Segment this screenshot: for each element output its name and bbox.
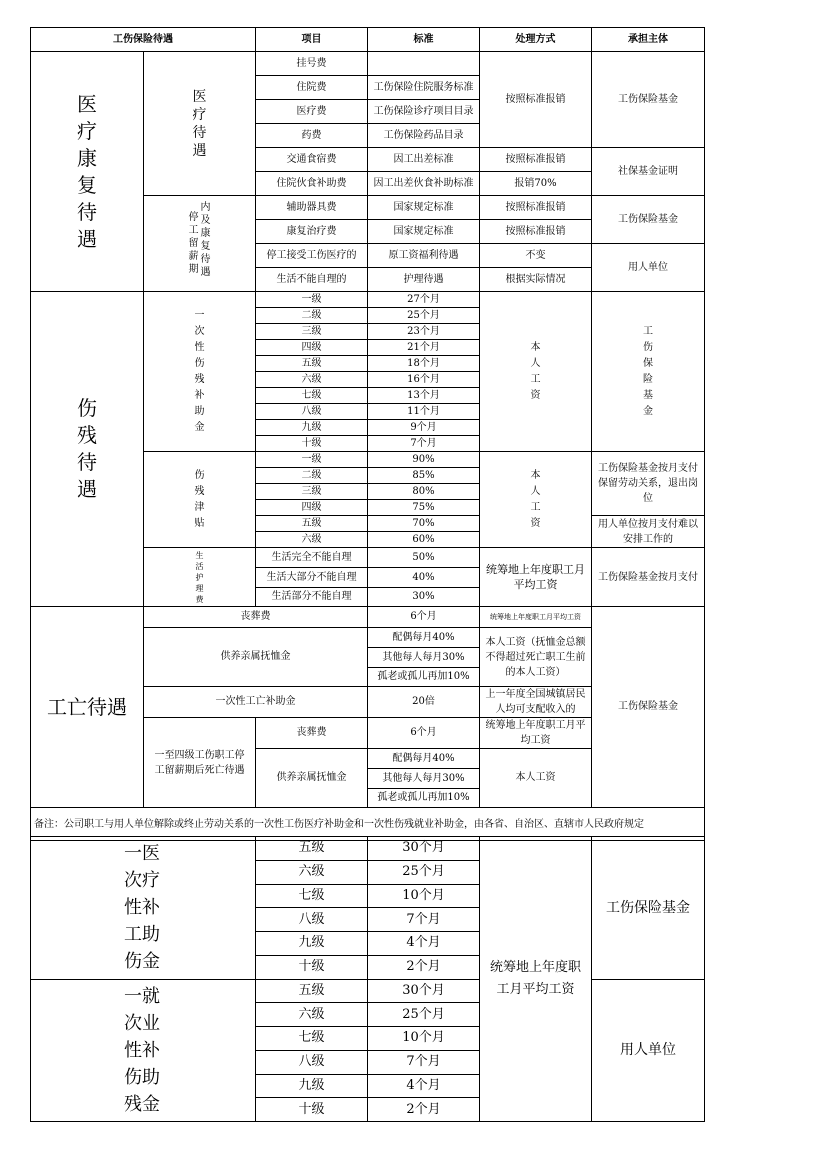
medical-std — [368, 52, 480, 76]
medical-handle: 按照标准报销 — [480, 148, 592, 172]
med-subsidy-bearer: 工伤保险基金 — [592, 837, 705, 980]
vertical-char: 基 — [643, 389, 653, 401]
header-bearer: 承担主体 — [592, 28, 705, 52]
lump-std: 18个月 — [368, 356, 480, 372]
vertical-char: 一 — [124, 843, 142, 865]
lump-handle — [480, 292, 592, 452]
vertical-char: 遇 — [200, 266, 211, 278]
vertical-char: 本 — [530, 469, 541, 481]
vertical-char: 费 — [195, 594, 204, 604]
lump-std: 21个月 — [368, 340, 480, 356]
medical-title — [31, 52, 144, 292]
medical-std: 护理待遇 — [368, 268, 480, 292]
death-bearer: 工伤保险基金 — [592, 607, 705, 808]
care-std: 40% — [368, 568, 480, 588]
lump-std: 13个月 — [368, 388, 480, 404]
vertical-char: 性 — [194, 341, 205, 353]
dependents-label: 供养亲属抚恤金 — [144, 628, 368, 687]
vertical-char: 待 — [192, 124, 207, 141]
lump-bearer — [592, 292, 705, 452]
dependents-item: 配偶每月40% — [368, 628, 480, 648]
job-subsidy-std: 4个月 — [368, 1074, 480, 1098]
job-subsidy-std: 10个月 — [368, 1027, 480, 1051]
header-handling: 处理方式 — [480, 28, 592, 52]
vertical-char: 停 — [188, 212, 199, 223]
vertical-char: 生 — [195, 550, 204, 560]
lump-level: 六级 — [256, 372, 368, 388]
allow-level: 五级 — [256, 516, 368, 532]
medical-std: 工伤保险药品目录 — [368, 124, 480, 148]
supplement-table — [30, 836, 705, 1122]
lump-std: 11个月 — [368, 404, 480, 420]
allow-level: 一级 — [256, 452, 368, 468]
vertical-char: 医 — [77, 91, 97, 116]
lump-level: 一级 — [256, 292, 368, 308]
med-subsidy-level: 十级 — [256, 955, 368, 979]
med-subsidy-std: 25个月 — [368, 860, 480, 884]
dependents-handle: 本人工资（抚恤金总额不得超过死亡职工生前的本人工资） — [480, 628, 592, 687]
lump-death-std: 20倍 — [368, 687, 480, 718]
vertical-char: 业 — [142, 1012, 160, 1034]
vertical-char: 险 — [643, 373, 653, 385]
vertical-char: 一 — [194, 309, 205, 321]
allow-level: 三级 — [256, 484, 368, 500]
extra-handle: 统筹地上年度职工月平均工资 — [480, 837, 592, 1122]
med-subsidy-level: 五级 — [256, 837, 368, 861]
medical-item: 辅助器具费 — [256, 196, 368, 220]
vertical-char: 金 — [643, 405, 653, 417]
job-subsidy-level: 十级 — [256, 1098, 368, 1122]
vertical-char: 贴 — [194, 517, 205, 529]
allow-bearer-employer: 用人单位按月支付难以安排工作的 — [592, 516, 705, 548]
vertical-char: 残 — [124, 1093, 142, 1115]
suspend-dependents-item: 配偶每月40% — [368, 749, 480, 769]
vertical-char: 内 — [200, 201, 211, 213]
lump-std: 16个月 — [368, 372, 480, 388]
vertical-char: 残 — [77, 423, 97, 447]
care-std: 50% — [368, 548, 480, 568]
vertical-char: 疗 — [192, 106, 207, 123]
care-bearer: 工伤保险基金按月支付 — [592, 548, 705, 607]
vertical-char: 工 — [188, 225, 199, 236]
funeral-std: 6个月 — [368, 607, 480, 628]
vertical-char: 残 — [194, 373, 205, 385]
vertical-char: 医 — [192, 88, 207, 105]
medical-std: 因工出差标准 — [368, 148, 480, 172]
vertical-char: 待 — [77, 199, 97, 224]
allow-level: 二级 — [256, 468, 368, 484]
vertical-char: 薪 — [188, 251, 199, 262]
care-label — [144, 548, 256, 607]
job-subsidy-std: 2个月 — [368, 1098, 480, 1122]
vertical-char: 残 — [194, 485, 205, 497]
vertical-char: 及 — [200, 214, 211, 226]
vertical-char: 伤 — [194, 357, 205, 369]
care-item: 生活大部分不能自理 — [256, 568, 368, 588]
vertical-char: 助 — [142, 1066, 160, 1088]
job-subsidy-std: 25个月 — [368, 1003, 480, 1027]
medical-std: 因工出差伙食补助标准 — [368, 172, 480, 196]
vertical-char: 康 — [77, 145, 97, 170]
medical-handle: 报销70% — [480, 172, 592, 196]
vertical-char: 遇 — [192, 142, 207, 159]
lump-level: 五级 — [256, 356, 368, 372]
vertical-char: 补 — [142, 1039, 160, 1061]
vertical-char: 工 — [530, 373, 541, 385]
disability-title — [31, 292, 144, 607]
lump-std: 23个月 — [368, 324, 480, 340]
vertical-char: 疗 — [77, 118, 97, 143]
vertical-char: 遇 — [77, 226, 97, 251]
vertical-char: 助 — [142, 924, 160, 946]
vertical-char: 工 — [124, 924, 142, 946]
medical-bearer: 工伤保险基金 — [592, 52, 705, 148]
med-subsidy-level: 六级 — [256, 860, 368, 884]
lump-level: 十级 — [256, 436, 368, 452]
med-subsidy-std: 30个月 — [368, 837, 480, 861]
header-standard: 标准 — [368, 28, 480, 52]
suspend-funeral-label: 丧葬费 — [256, 718, 368, 749]
med-subsidy-std: 2个月 — [368, 955, 480, 979]
vertical-char: 金 — [194, 421, 205, 433]
job-subsidy-std: 30个月 — [368, 979, 480, 1003]
vertical-char: 遇 — [77, 477, 97, 501]
allow-std: 90% — [368, 452, 480, 468]
vertical-char: 本 — [530, 341, 541, 353]
medical-std: 工伤保险住院服务标准 — [368, 76, 480, 100]
vertical-char: 工 — [530, 501, 541, 513]
allow-std: 70% — [368, 516, 480, 532]
med-subsidy-level: 九级 — [256, 932, 368, 956]
vertical-char: 金 — [142, 951, 160, 973]
header-item: 项目 — [256, 28, 368, 52]
medical-sub-label — [144, 52, 256, 196]
med-subsidy-level: 七级 — [256, 884, 368, 908]
suspend-dependents-handle: 本人工资 — [480, 749, 592, 808]
vertical-char: 活 — [195, 561, 204, 571]
lump-level: 九级 — [256, 420, 368, 436]
job-subsidy-std: 7个月 — [368, 1050, 480, 1074]
vertical-char: 保 — [643, 357, 653, 369]
medical-handle: 不变 — [480, 244, 592, 268]
vertical-char: 次 — [124, 1012, 142, 1034]
medical-handle: 按照标准报销 — [480, 196, 592, 220]
lump-death-label: 一次性工亡补助金 — [144, 687, 368, 718]
care-item: 生活完全不能自理 — [256, 548, 368, 568]
vertical-char: 补 — [194, 389, 205, 401]
vertical-char: 复 — [200, 240, 211, 252]
lump-death-handle: 上一年度全国城镇居民人均可支配收入的 — [480, 687, 592, 718]
job-subsidy-level: 八级 — [256, 1050, 368, 1074]
lump-std: 9个月 — [368, 420, 480, 436]
lump-level: 三级 — [256, 324, 368, 340]
medical-bearer: 工伤保险基金 — [592, 196, 705, 244]
medical-std: 原工资福利待遇 — [368, 244, 480, 268]
medical-item: 交通食宿费 — [256, 148, 368, 172]
medical-std: 工伤保险诊疗项目目录 — [368, 100, 480, 124]
header-category: 工伤保险待遇 — [31, 28, 256, 52]
allow-std: 75% — [368, 500, 480, 516]
medical-item: 药费 — [256, 124, 368, 148]
death-title: 工亡待遇 — [31, 607, 144, 808]
vertical-char: 性 — [124, 1039, 142, 1061]
medical-item: 生活不能自理的 — [256, 268, 368, 292]
vertical-char: 津 — [194, 501, 205, 513]
suspension-label — [144, 196, 256, 292]
vertical-char: 护 — [195, 572, 204, 582]
vertical-char: 伤 — [124, 951, 142, 973]
allow-std: 60% — [368, 532, 480, 548]
vertical-char: 伤 — [77, 396, 97, 420]
vertical-char: 资 — [530, 389, 541, 401]
lump-sum-label — [144, 292, 256, 452]
suspend-dependents-item: 孤老或孤儿再加10% — [368, 789, 480, 808]
vertical-char: 一 — [124, 985, 142, 1007]
allow-std: 80% — [368, 484, 480, 500]
medical-handle: 按照标准报销 — [480, 220, 592, 244]
vertical-char: 伤 — [124, 1066, 142, 1088]
vertical-char: 疗 — [142, 870, 160, 892]
suspend-death-label: 一至四级工伤职工停工留薪期后死亡待遇 — [144, 718, 256, 808]
med-subsidy-std: 7个月 — [368, 908, 480, 932]
suspend-funeral-std: 6个月 — [368, 718, 480, 749]
vertical-char: 性 — [124, 897, 142, 919]
lump-level: 八级 — [256, 404, 368, 420]
job-subsidy-level: 七级 — [256, 1027, 368, 1051]
medical-item: 医疗费 — [256, 100, 368, 124]
job-subsidy-level: 五级 — [256, 979, 368, 1003]
vertical-char: 待 — [200, 253, 211, 265]
vertical-char: 留 — [188, 238, 199, 249]
lump-std: 7个月 — [368, 436, 480, 452]
care-handle: 统筹地上年度职工月平均工资 — [480, 548, 592, 607]
job-subsidy-label — [31, 979, 256, 1122]
medical-bearer: 用人单位 — [592, 244, 705, 292]
vertical-char: 助 — [194, 405, 205, 417]
suspend-dependents-item: 其他每人每月30% — [368, 769, 480, 789]
medical-item: 停工接受工伤医疗的 — [256, 244, 368, 268]
allow-bearer-fund: 工伤保险基金按月支付 保留劳动关系，退出岗位 — [592, 452, 705, 516]
medical-item: 挂号费 — [256, 52, 368, 76]
med-subsidy-std: 10个月 — [368, 884, 480, 908]
vertical-char: 金 — [142, 1093, 160, 1115]
funeral-handle: 统筹地上年度职工月平均工资 — [480, 607, 592, 628]
vertical-char: 康 — [200, 227, 211, 239]
med-subsidy-level: 八级 — [256, 908, 368, 932]
job-subsidy-level: 九级 — [256, 1074, 368, 1098]
medical-subsidy-label — [31, 837, 256, 980]
lump-std: 27个月 — [368, 292, 480, 308]
suspend-funeral-handle: 统筹地上年度职工月平均工资 — [480, 718, 592, 749]
lump-level: 四级 — [256, 340, 368, 356]
dependents-item: 孤老或孤儿再加10% — [368, 668, 480, 687]
job-subsidy-level: 六级 — [256, 1003, 368, 1027]
vertical-char: 资 — [530, 517, 541, 529]
allow-level: 四级 — [256, 500, 368, 516]
funeral-label: 丧葬费 — [144, 607, 368, 628]
remark-note: 备注：公司职工与用人单位解除或终止劳动关系的一次性工伤医疗补助金和一次性伤残就业补助金，由各省、自治区、直辖市人民政府规定 — [31, 808, 705, 841]
vertical-char: 期 — [188, 264, 199, 275]
allowance-label — [144, 452, 256, 548]
vertical-char: 人 — [530, 485, 541, 497]
medical-item: 住院费 — [256, 76, 368, 100]
medical-handle: 根据实际情况 — [480, 268, 592, 292]
vertical-char: 伤 — [643, 341, 653, 353]
medical-item: 康复治疗费 — [256, 220, 368, 244]
vertical-char: 就 — [142, 985, 160, 1007]
vertical-char: 次 — [124, 870, 142, 892]
vertical-char: 伤 — [194, 469, 205, 481]
med-subsidy-std: 4个月 — [368, 932, 480, 956]
vertical-char: 人 — [530, 357, 541, 369]
care-std: 30% — [368, 588, 480, 607]
medical-bearer: 社保基金证明 — [592, 148, 705, 196]
allow-std: 85% — [368, 468, 480, 484]
medical-handle: 按照标准报销 — [480, 52, 592, 148]
medical-std: 国家规定标准 — [368, 220, 480, 244]
job-subsidy-bearer: 用人单位 — [592, 979, 705, 1122]
vertical-char: 补 — [142, 897, 160, 919]
vertical-char: 理 — [195, 583, 204, 593]
lump-level: 七级 — [256, 388, 368, 404]
vertical-char: 复 — [77, 172, 97, 197]
vertical-char: 次 — [194, 325, 205, 337]
lump-level: 二级 — [256, 308, 368, 324]
dependents-item: 其他每人每月30% — [368, 648, 480, 668]
suspend-dependents-label: 供养亲属抚恤金 — [256, 749, 368, 808]
medical-item: 住院伙食补助费 — [256, 172, 368, 196]
care-item: 生活部分不能自理 — [256, 588, 368, 607]
vertical-char: 工 — [643, 325, 653, 337]
allow-handle — [480, 452, 592, 548]
vertical-char: 待 — [77, 450, 97, 474]
benefits-table — [30, 27, 705, 841]
vertical-char: 医 — [142, 843, 160, 865]
allow-level: 六级 — [256, 532, 368, 548]
medical-std: 国家规定标准 — [368, 196, 480, 220]
lump-std: 25个月 — [368, 308, 480, 324]
